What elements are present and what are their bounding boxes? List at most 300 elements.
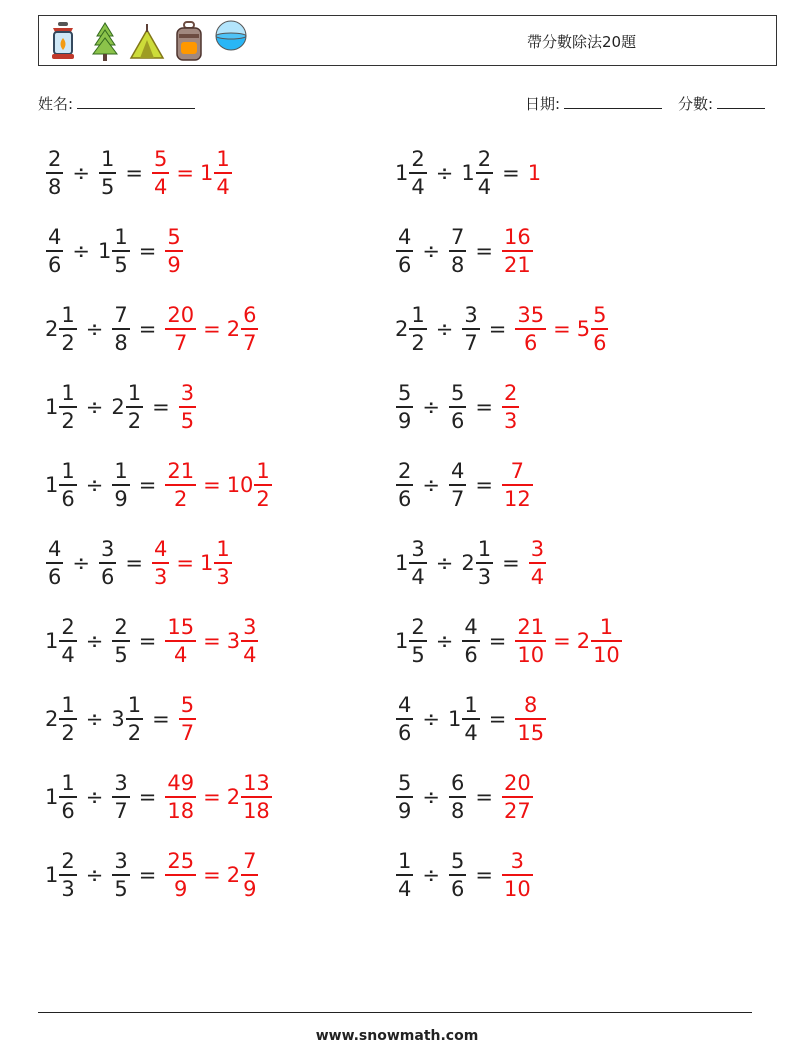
divide-sign: ÷	[435, 317, 454, 341]
divisor-numerator: 3	[464, 302, 478, 327]
divisor-numerator: 5	[450, 380, 465, 405]
problem-item	[395, 372, 520, 442]
problem-item	[395, 528, 547, 598]
answer-fraction	[502, 848, 533, 901]
divisor-numerator: 4	[450, 458, 465, 483]
divide-sign: ÷	[422, 473, 440, 497]
dividend-whole: 1	[395, 161, 409, 185]
divide-sign: ÷	[435, 161, 454, 185]
answer	[164, 848, 259, 901]
answer-equals-sign: =	[176, 161, 194, 185]
answer	[151, 536, 233, 589]
answer	[164, 770, 272, 823]
dividend-fraction	[46, 224, 63, 277]
dividend-fraction	[46, 146, 63, 199]
dividend-whole: 2	[45, 317, 59, 341]
answer	[151, 146, 233, 199]
worksheet-header	[38, 15, 777, 66]
dividend-denominator: 6	[48, 252, 62, 277]
equals-sign: =	[475, 863, 493, 887]
name-label: 姓名:	[38, 95, 74, 113]
divisor-denominator: 4	[477, 174, 492, 199]
divisor-denominator: 6	[450, 408, 465, 433]
dividend-fraction	[59, 458, 76, 511]
answer-whole: 3	[226, 629, 241, 653]
answer-fraction	[179, 692, 196, 745]
divisor-numerator: 7	[450, 224, 465, 249]
answer-fraction	[241, 614, 258, 667]
dividend-whole: 1	[45, 395, 59, 419]
answer-equals-sign: =	[553, 629, 571, 653]
dividend-denominator: 6	[398, 486, 412, 511]
answer-fraction	[515, 614, 546, 667]
answer-fraction	[214, 146, 231, 199]
header-icons	[45, 20, 249, 64]
dividend-numerator: 4	[48, 224, 62, 249]
answer-denominator: 10	[517, 642, 545, 667]
answer-numerator: 7	[243, 848, 257, 873]
answer-denominator: 7	[180, 720, 195, 745]
problem-item	[45, 528, 233, 598]
answer-denominator: 4	[530, 564, 545, 589]
divisor-fraction	[449, 848, 466, 901]
divide-sign: ÷	[435, 629, 454, 653]
divisor-denominator: 2	[127, 720, 142, 745]
answer-denominator: 15	[517, 720, 545, 745]
dividend-denominator: 2	[411, 330, 425, 355]
answer-denominator: 4	[153, 174, 168, 199]
answer-denominator: 10	[503, 876, 531, 901]
divide-sign: ÷	[72, 551, 90, 575]
divisor-numerator: 3	[114, 848, 128, 873]
divisor-denominator: 8	[450, 252, 465, 277]
answer-denominator: 6	[524, 330, 538, 355]
dividend-fraction	[409, 614, 426, 667]
divisor-fraction	[99, 536, 116, 589]
dividend-denominator: 6	[398, 252, 412, 277]
dividend-numerator: 2	[61, 614, 75, 639]
divisor-numerator: 3	[100, 536, 115, 561]
answer-numerator: 5	[593, 302, 607, 327]
dividend-numerator: 1	[61, 692, 75, 717]
dividend-fraction	[59, 302, 76, 355]
answer-fraction	[165, 302, 196, 355]
divide-sign: ÷	[85, 395, 104, 419]
answer	[501, 848, 534, 901]
answer-fraction	[165, 614, 196, 667]
answer-denominator: 21	[503, 252, 531, 277]
divisor-denominator: 8	[450, 798, 465, 823]
answer-fraction	[502, 770, 533, 823]
answer-whole: 2	[226, 863, 241, 887]
answer-fraction	[241, 848, 258, 901]
answer-denominator: 2	[174, 486, 188, 511]
divide-sign: ÷	[435, 551, 454, 575]
equals-sign: =	[152, 395, 170, 419]
problem-item	[45, 762, 273, 832]
name-blank	[77, 94, 195, 109]
divisor-numerator: 1	[114, 458, 128, 483]
answer-numerator: 4	[153, 536, 168, 561]
dividend-fraction	[409, 536, 426, 589]
equals-sign: =	[502, 161, 520, 185]
pine-tree-icon	[87, 20, 123, 64]
answer-equals-sign: =	[176, 551, 194, 575]
answer	[178, 692, 197, 745]
problem-item	[395, 606, 623, 676]
divisor-whole: 1	[97, 239, 112, 263]
answer-denominator: 9	[174, 876, 188, 901]
equals-sign: =	[488, 629, 507, 653]
dividend-fraction	[409, 146, 426, 199]
divisor-denominator: 7	[450, 486, 465, 511]
date-field	[525, 93, 662, 114]
dividend-denominator: 3	[61, 876, 75, 901]
divisor-fraction	[449, 380, 466, 433]
divisor-denominator: 6	[100, 564, 115, 589]
dividend-fraction	[59, 692, 76, 745]
dividend-denominator: 4	[61, 642, 75, 667]
answer-numerator: 49	[167, 770, 195, 795]
answer-numerator: 6	[243, 302, 257, 327]
divisor-numerator: 1	[127, 380, 142, 405]
answer-denominator: 4	[243, 642, 257, 667]
divisor-fraction	[112, 770, 129, 823]
divisor-fraction	[112, 848, 129, 901]
score-blank	[717, 94, 765, 109]
dividend-fraction	[396, 692, 413, 745]
dividend-numerator: 2	[411, 146, 425, 171]
answer-whole: 2	[576, 629, 591, 653]
divisor-denominator: 9	[114, 486, 128, 511]
worksheet-title: 帶分數除法20題	[527, 33, 637, 51]
answer-whole: 2	[226, 785, 241, 809]
problem-item	[45, 294, 259, 364]
divisor-fraction	[112, 458, 129, 511]
divide-sign: ÷	[85, 473, 104, 497]
answer-equals-sign: =	[203, 629, 221, 653]
answer-denominator: 4	[174, 642, 188, 667]
divide-sign: ÷	[72, 239, 90, 263]
dividend-numerator: 1	[411, 302, 425, 327]
answer-denominator: 5	[180, 408, 195, 433]
divisor-whole: 2	[461, 551, 475, 575]
score-label: 分數:	[678, 95, 714, 113]
answer	[514, 302, 609, 355]
divide-sign: ÷	[85, 785, 104, 809]
problem-item	[395, 138, 541, 208]
answer-denominator: 9	[243, 876, 257, 901]
divisor-denominator: 3	[477, 564, 492, 589]
answer-denominator: 6	[593, 330, 607, 355]
answer-numerator: 25	[167, 848, 195, 873]
answer-denominator: 18	[167, 798, 195, 823]
dividend-denominator: 4	[398, 876, 412, 901]
dividend-denominator: 9	[398, 798, 412, 823]
equals-sign: =	[475, 473, 493, 497]
answer-fraction	[165, 458, 196, 511]
answer-numerator: 7	[510, 458, 525, 483]
answer-numerator: 3	[530, 536, 545, 561]
answer-equals-sign: =	[203, 317, 221, 341]
dividend-denominator: 5	[411, 642, 425, 667]
answer-fraction	[241, 770, 272, 823]
date-blank	[564, 94, 662, 109]
answer-denominator: 18	[243, 798, 270, 823]
dividend-whole: 1	[45, 473, 59, 497]
footer-divider	[38, 1012, 752, 1013]
dividend-denominator: 2	[61, 330, 75, 355]
answer-denominator: 3	[216, 564, 230, 589]
divide-sign: ÷	[85, 863, 104, 887]
divide-sign: ÷	[85, 707, 104, 731]
dividend-whole: 1	[395, 551, 409, 575]
dividend-fraction	[396, 848, 413, 901]
dividend-fraction	[59, 380, 76, 433]
dividend-fraction	[46, 536, 63, 589]
problem-item	[45, 840, 259, 910]
answer-denominator: 2	[256, 486, 270, 511]
dividend-denominator: 6	[48, 564, 62, 589]
name-field	[38, 93, 195, 114]
answer-whole: 10	[226, 473, 254, 497]
answer-denominator: 4	[216, 174, 230, 199]
divisor-numerator: 6	[450, 770, 465, 795]
answer-fraction	[165, 848, 196, 901]
problem-item	[395, 450, 534, 520]
answer-fraction	[591, 614, 622, 667]
divisor-numerator: 2	[477, 146, 492, 171]
answer-numerator: 3	[510, 848, 525, 873]
equals-sign: =	[475, 239, 493, 263]
answer-numerator: 15	[167, 614, 195, 639]
answer-whole: 5	[576, 317, 591, 341]
divisor-denominator: 5	[100, 174, 115, 199]
divide-sign: ÷	[422, 395, 440, 419]
dividend-numerator: 1	[61, 380, 75, 405]
problem-item	[45, 606, 259, 676]
divisor-fraction	[462, 614, 479, 667]
answer	[178, 380, 197, 433]
answer-fraction	[214, 536, 231, 589]
dividend-denominator: 9	[398, 408, 412, 433]
answer-equals-sign: =	[203, 863, 221, 887]
divisor-whole: 1	[461, 161, 475, 185]
answer	[501, 380, 520, 433]
equals-sign: =	[152, 707, 170, 731]
answer-whole: 2	[226, 317, 241, 341]
divisor-fraction	[112, 224, 129, 277]
divisor-denominator: 2	[127, 408, 142, 433]
equals-sign: =	[475, 395, 493, 419]
divide-sign: ÷	[85, 317, 104, 341]
dividend-whole: 2	[45, 707, 59, 731]
tent-icon	[129, 20, 165, 64]
answer	[514, 614, 622, 667]
answer-fraction	[591, 302, 608, 355]
divisor-fraction	[476, 146, 493, 199]
problem-item	[45, 450, 273, 520]
dividend-numerator: 2	[398, 458, 412, 483]
dividend-numerator: 4	[48, 536, 62, 561]
divisor-fraction	[449, 458, 466, 511]
answer-denominator: 3	[153, 564, 168, 589]
divisor-numerator: 5	[450, 848, 465, 873]
answer	[164, 458, 272, 511]
answer-fraction	[152, 536, 169, 589]
divisor-numerator: 1	[464, 692, 478, 717]
answer-fraction	[254, 458, 271, 511]
divisor-numerator: 1	[100, 146, 115, 171]
answer-fraction	[515, 302, 546, 355]
dividend-fraction	[409, 302, 426, 355]
answer-denominator: 10	[593, 642, 620, 667]
dividend-numerator: 4	[398, 692, 412, 717]
divisor-numerator: 1	[477, 536, 492, 561]
answer-whole: 1	[527, 161, 542, 185]
equals-sign: =	[488, 317, 507, 341]
answer-fraction	[165, 224, 182, 277]
divisor-denominator: 5	[114, 642, 128, 667]
answer-fraction	[502, 380, 519, 433]
divide-sign: ÷	[422, 785, 440, 809]
divisor-denominator: 4	[464, 720, 478, 745]
dividend-whole: 1	[45, 785, 59, 809]
problem-item	[45, 372, 197, 442]
dividend-fraction	[59, 770, 76, 823]
equals-sign: =	[138, 629, 157, 653]
answer-numerator: 8	[524, 692, 538, 717]
answer-numerator: 5	[180, 692, 195, 717]
dividend-whole: 1	[395, 629, 409, 653]
divisor-numerator: 2	[114, 614, 128, 639]
equals-sign: =	[475, 785, 493, 809]
answer-numerator: 21	[167, 458, 195, 483]
dividend-fraction	[396, 770, 413, 823]
divisor-numerator: 1	[127, 692, 142, 717]
footer-site: www.snowmath.com	[315, 1028, 479, 1044]
answer	[164, 224, 183, 277]
answer-denominator: 7	[174, 330, 188, 355]
dividend-numerator: 5	[398, 770, 412, 795]
problem-item	[395, 840, 534, 910]
divisor-fraction	[449, 224, 466, 277]
dividend-denominator: 2	[61, 408, 75, 433]
answer	[528, 161, 541, 185]
dividend-denominator: 2	[61, 720, 75, 745]
answer-denominator: 7	[243, 330, 257, 355]
dividend-denominator: 4	[411, 174, 425, 199]
dividend-numerator: 5	[398, 380, 412, 405]
answer-numerator: 5	[153, 146, 168, 171]
answer-numerator: 1	[216, 146, 230, 171]
equals-sign: =	[138, 785, 157, 809]
answer	[514, 692, 547, 745]
answer	[528, 536, 547, 589]
answer-fraction	[502, 458, 533, 511]
divisor-numerator: 4	[464, 614, 478, 639]
equals-sign: =	[138, 863, 157, 887]
dividend-fraction	[396, 380, 413, 433]
divisor-fraction	[126, 692, 143, 745]
equals-sign: =	[488, 707, 507, 731]
equals-sign: =	[138, 317, 157, 341]
answer-numerator: 20	[167, 302, 195, 327]
answer-fraction	[152, 146, 169, 199]
answer-numerator: 3	[180, 380, 195, 405]
answer	[501, 224, 534, 277]
divisor-fraction	[462, 302, 479, 355]
answer	[501, 458, 534, 511]
divisor-whole: 3	[111, 707, 125, 731]
answer-numerator: 13	[243, 770, 270, 795]
answer-denominator: 27	[503, 798, 531, 823]
answer-numerator: 1	[216, 536, 230, 561]
dividend-numerator: 1	[61, 302, 75, 327]
dividend-denominator: 6	[398, 720, 412, 745]
dividend-denominator: 6	[61, 486, 75, 511]
divide-sign: ÷	[422, 863, 440, 887]
problem-item	[395, 216, 534, 286]
answer-fraction	[179, 380, 196, 433]
dividend-denominator: 8	[48, 174, 62, 199]
dividend-fraction	[396, 458, 413, 511]
equals-sign: =	[138, 239, 157, 263]
divisor-fraction	[126, 380, 143, 433]
answer-denominator: 12	[503, 486, 531, 511]
divisor-numerator: 1	[114, 224, 128, 249]
answer-fraction	[241, 302, 258, 355]
answer	[501, 770, 534, 823]
answer-numerator: 20	[503, 770, 531, 795]
answer-numerator: 5	[167, 224, 181, 249]
dividend-fraction	[59, 614, 76, 667]
answer-whole: 1	[199, 551, 214, 575]
water-bowl-icon	[213, 20, 249, 64]
answer-denominator: 9	[167, 252, 181, 277]
divisor-denominator: 7	[114, 798, 128, 823]
answer-denominator: 3	[503, 408, 518, 433]
dividend-numerator: 1	[61, 458, 75, 483]
dividend-numerator: 3	[411, 536, 425, 561]
lantern-icon	[45, 20, 81, 64]
dividend-fraction	[396, 224, 413, 277]
problem-item	[45, 138, 233, 208]
dividend-numerator: 2	[411, 614, 425, 639]
problem-item	[395, 762, 534, 832]
answer-fraction	[502, 224, 533, 277]
divisor-denominator: 5	[114, 252, 128, 277]
divisor-denominator: 6	[450, 876, 465, 901]
dividend-numerator: 2	[61, 848, 75, 873]
equals-sign: =	[138, 473, 157, 497]
divisor-whole: 2	[111, 395, 125, 419]
divide-sign: ÷	[422, 707, 440, 731]
dividend-whole: 1	[45, 629, 59, 653]
divide-sign: ÷	[72, 161, 90, 185]
divisor-denominator: 7	[464, 330, 478, 355]
divisor-fraction	[476, 536, 493, 589]
answer-numerator: 1	[256, 458, 270, 483]
answer	[164, 614, 259, 667]
dividend-whole: 1	[45, 863, 59, 887]
answer-numerator: 16	[503, 224, 531, 249]
divisor-fraction	[99, 146, 116, 199]
equals-sign: =	[502, 551, 520, 575]
dividend-numerator: 2	[48, 146, 62, 171]
dividend-numerator: 1	[398, 848, 412, 873]
answer-equals-sign: =	[553, 317, 571, 341]
